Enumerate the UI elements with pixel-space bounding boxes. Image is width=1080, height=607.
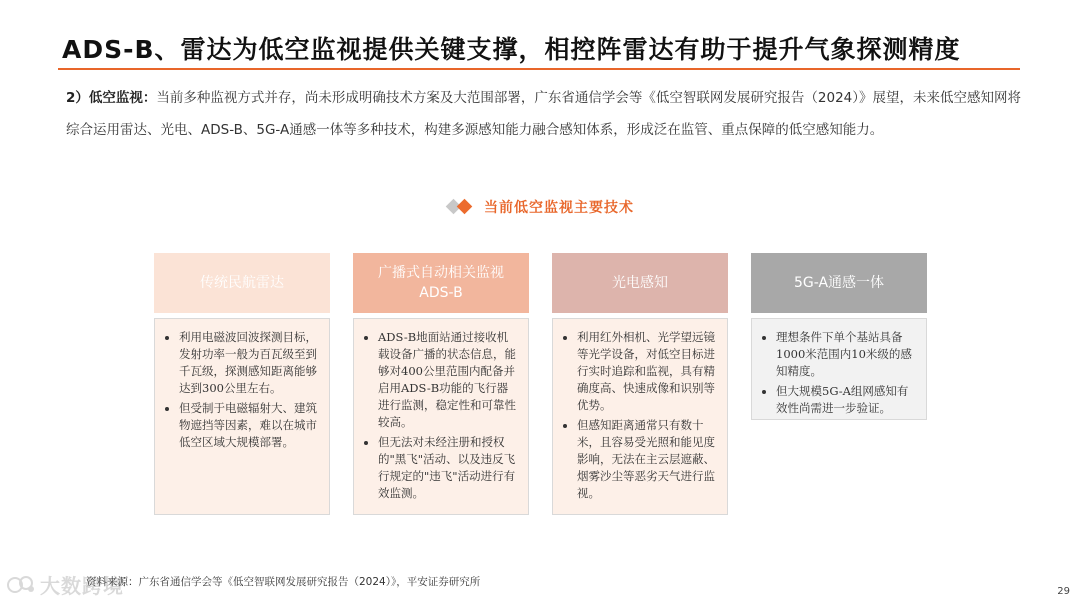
source-note: 资料来源：广东省通信学会等《低空智联网发展研究报告（2024）》，平安证券研究所: [86, 576, 481, 588]
column-header: 广播式自动相关监视ADS-B: [353, 253, 529, 313]
bullet-item: • 利用电磁波回波探测目标，发射功率一般为百瓦级至到千瓦级，探测感知距离能够达到300公里左右。: [179, 329, 319, 397]
column-header: 5G-A通感一体: [751, 253, 927, 313]
title-divider: [58, 68, 1020, 70]
column-header: 光电感知: [552, 253, 728, 313]
watermark-logo-icon: [6, 573, 36, 597]
page-title: ADS-B、雷达为低空监视提供关键支撑，相控阵雷达有助于提升气象探测精度: [62, 35, 961, 64]
column-body: [751, 318, 927, 420]
subheading-text: 当前低空监视主要技术: [484, 200, 634, 216]
column-body: [353, 318, 529, 515]
diamond-bullet-icon: [446, 198, 476, 216]
bullet-item: • 理想条件下单个基站具备1000米范围内10米级的感知精度。: [776, 329, 916, 380]
bullet-item: • ADS-B地面站通过接收机载设备广播的状态信息，能够对400公里范围内配备并启用ADS-B功能的飞行器进行监测，稳定性和可靠性较高。: [378, 329, 518, 431]
bullet-item: • 但无法对未经注册和授权的"黑飞"活动、以及违反飞行规定的"违飞"活动进行有效监测。: [378, 434, 518, 502]
bullet-item: • 但受制于电磁辐射大、建筑物遮挡等因素，难以在城市低空区域大规模部署。: [179, 400, 319, 451]
column-header: 传统民航雷达: [154, 253, 330, 313]
column-ads-b: [353, 253, 529, 515]
bullet-item: • 但大规模5G-A组网感知有效性尚需进一步验证。: [776, 383, 916, 417]
intro-text: 当前多种监视方式并存，尚未形成明确技术方案及大范围部署，广东省通信学会等《低空智联网发展研究报告（2024）》展望，未来低空感知网将综合运用雷达、光电、ADS-B、5G-A通感一体等多种技术，构建多源感知能力融合感知体系，形成泛在监管、重点保障的低空感知能力。: [66, 90, 1022, 138]
column-body: [552, 318, 728, 515]
bullet-item: • 利用红外相机、光学望远镜等光学设备，对低空目标进行实时追踪和监视，具有精确度高、快速成像和识别等优势。: [577, 329, 717, 414]
section-subheading: [0, 196, 1080, 218]
page-number: 29: [1057, 586, 1070, 597]
column-optical-sensing: [552, 253, 728, 515]
bullet-item: • 但感知距离通常只有数十米，且容易受光照和能见度影响，无法在主云层遮蔽、烟雾沙尘等恶劣天气进行监视。: [577, 417, 717, 502]
column-body: [154, 318, 330, 515]
column-5g-a: [751, 253, 927, 420]
watermark-text: 大数跨境: [40, 574, 124, 598]
column-traditional-radar: [154, 253, 330, 515]
intro-lead: 2）低空监视：: [66, 90, 157, 106]
intro-paragraph: [66, 82, 1024, 146]
